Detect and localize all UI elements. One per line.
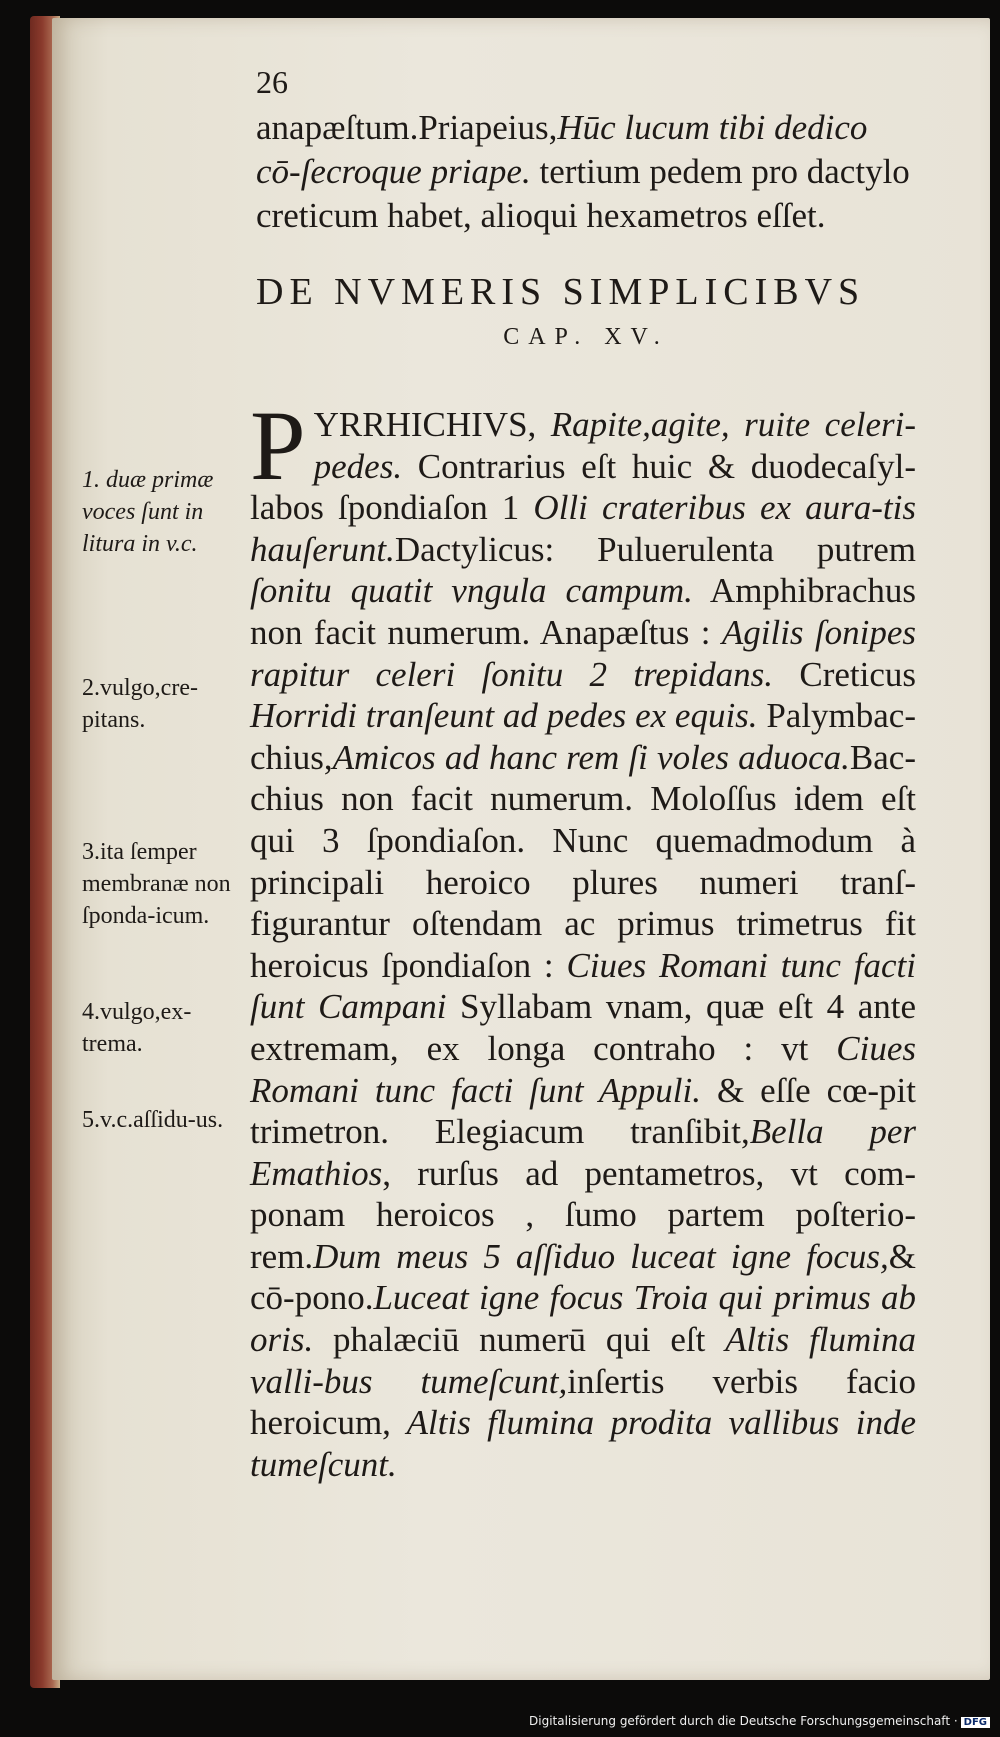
page-number: 26 — [256, 64, 288, 100]
body-text-run: , rurſus ad pentametros, vt com-ponam heroicos , ſumo partem poſterio-rem. — [250, 1153, 916, 1276]
body-text-run: & eſſe cœ-pit trimetron. Elegiacum tranſibit, — [250, 1070, 916, 1152]
digitization-credit — [529, 1714, 990, 1728]
italic-quote: ſonitu quatit vngula campum. — [250, 571, 693, 611]
top-text-roman: anapæſtum.Priapeius, — [256, 108, 558, 147]
body-text-run: phalæciū numerū qui eſt — [313, 1320, 726, 1360]
italic-quote: Horridi tranſeunt ad pedes ex equis. — [250, 696, 758, 736]
margin-note: 5.v.c.aſſidu-us. — [82, 1107, 224, 1133]
italic-quote: Luceat igne focus Troia qui primus ab oris. — [250, 1278, 916, 1360]
body-text-run: Palymbac-chius, — [250, 696, 916, 777]
margin-note: 1. duæ primæ voces ſunt in litura in v.c. — [82, 467, 214, 557]
italic-quote: Dum meus 5 aſſiduo luceat igne focus, — [313, 1236, 889, 1276]
body-text-run: Bac-chius non facit numerum. Moloſſus idem eſt qui 3 ſpondiaſon. Nunc quemadmodum à principali heroico plures numeri tranſ-figurantur oſtendam ac primus trimetrus fit heroicus ſpondiaſon : — [250, 737, 916, 985]
margin-note: 3.ita ſemper membranæ non ſponda-icum. — [82, 839, 231, 929]
italic-quote: Rapite,agite, ruite celeri-pedes. — [313, 405, 916, 486]
body-text-run: inſertis verbis facio heroicum, — [250, 1361, 916, 1443]
top-text-roman-end: tertium pedem pro dactylo creticum habet, alioqui hexametros eſſet. — [256, 152, 910, 235]
body-text-run: Amphibrachus non facit numerum. Anapæſtus : — [250, 571, 916, 652]
chapter-heading: DE NVMERIS SIMPLICIBVS — [256, 271, 866, 313]
chapter-number: CAP. XV. — [503, 324, 669, 350]
body-paragraph — [250, 390, 917, 1485]
body-text-run: Contrarius eſt huic & duodecaſyl-labos ſpondiaſon 1 — [250, 446, 916, 528]
top-text-quote: Hūc lucum tibi dedico cō-ſecroque priape. — [256, 108, 868, 191]
drop-initial: P — [250, 390, 306, 501]
body-text-run: Creticus — [773, 654, 916, 694]
credit-text: Digitalisierung gefördert durch die Deutsche Forschungsgemeinschaft · — [529, 1714, 958, 1728]
italic-quote: Agilis ſonipes rapitur celeri ſonitu 2 trepidans. — [250, 612, 917, 694]
body-segments — [250, 390, 917, 1484]
italic-quote: Altis flumina valli-bus tumeſcunt, — [250, 1320, 917, 1401]
italic-quote: Ciues Romani tunc facti ſunt Campani — [250, 945, 916, 1027]
dfg-logo: DFG — [961, 1717, 990, 1728]
body-text-run: YRRHICHIVS, — [313, 405, 537, 444]
body-text-run: Syllabam vnam, quæ eſt 4 ante extremam, ex longa contraho : vt — [250, 987, 916, 1068]
margin-note: 2.vulgo,cre-pitans. — [82, 675, 198, 733]
body-text-run: Dactylicus: Puluerulenta putrem — [394, 529, 916, 569]
top-paragraph — [256, 106, 916, 238]
body-text-run: & cō-pono. — [250, 1236, 916, 1318]
italic-quote: Bella per Emathios — [250, 1112, 916, 1193]
italic-quote: Altis flumina prodita vallibus inde tumeſcunt. — [250, 1403, 916, 1484]
italic-quote: Amicos ad hanc rem ſi voles aduoca. — [332, 737, 850, 777]
margin-note: 4.vulgo,ex-trema. — [82, 999, 192, 1057]
italic-quote: Ciues Romani tunc facti ſunt Appuli. — [250, 1028, 916, 1110]
italic-quote: Olli crateribus ex aura-tis hauſerunt. — [250, 488, 916, 569]
